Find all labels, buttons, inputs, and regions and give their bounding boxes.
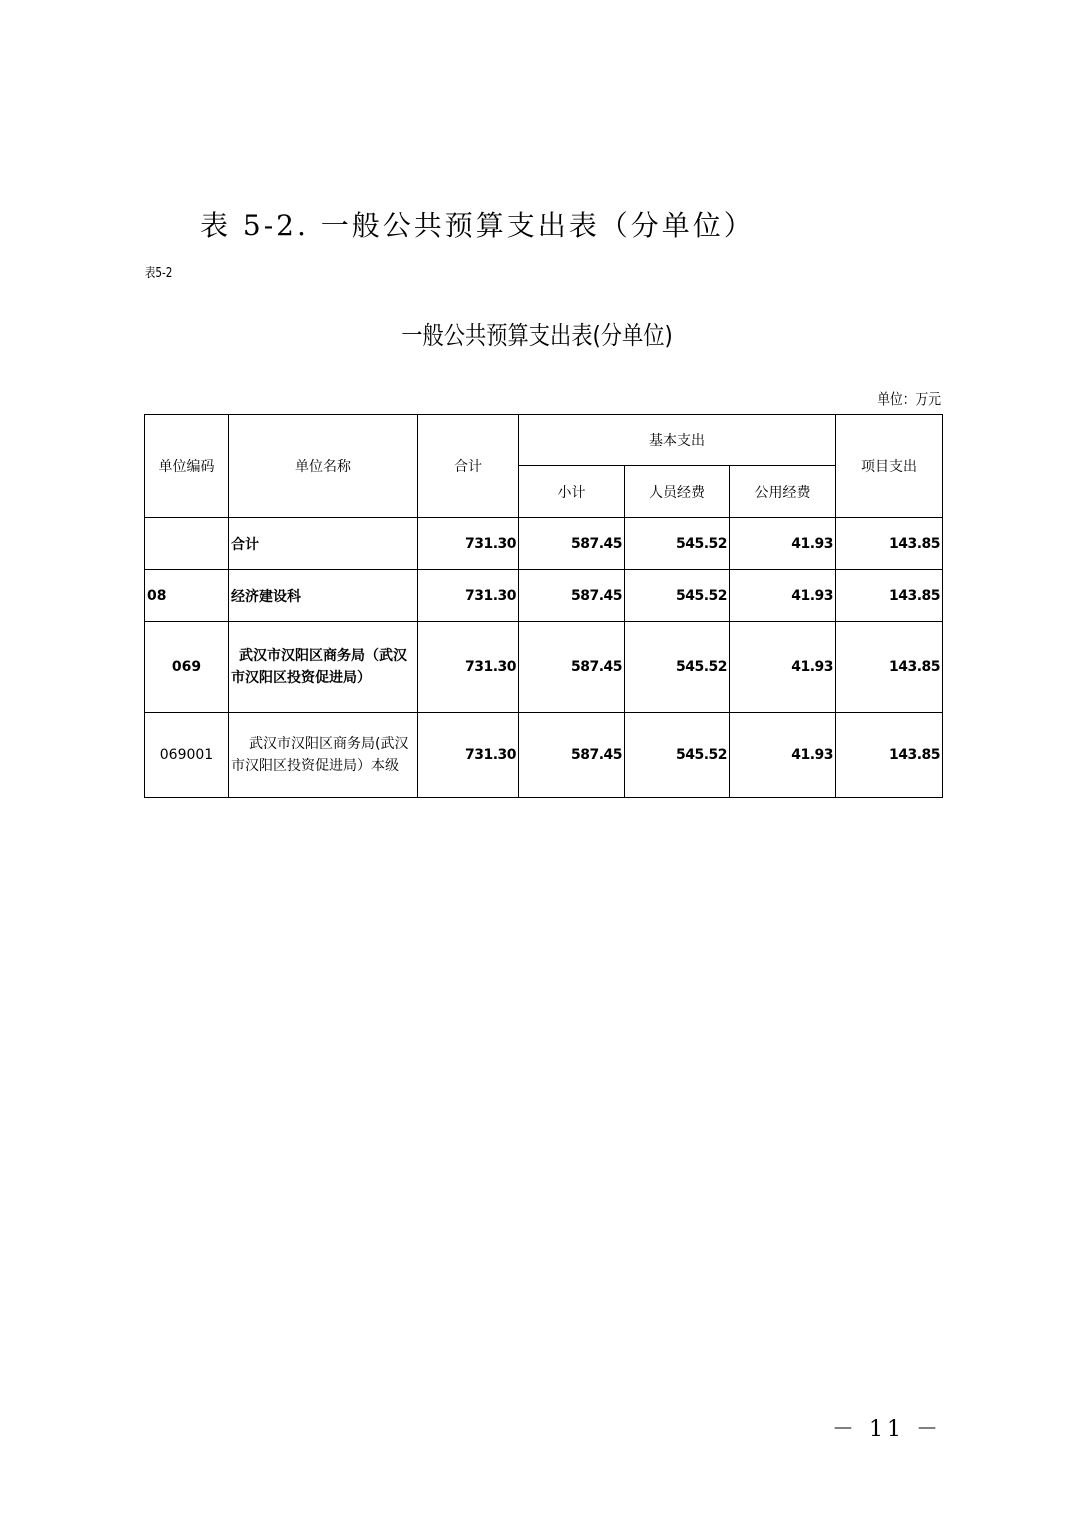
table-row: [145, 713, 943, 798]
header-basic-expenditure: 基本支出: [519, 415, 836, 466]
table-row: [145, 518, 943, 570]
total-cell: 731.30: [418, 518, 519, 570]
unit-name-cell: 合计: [229, 518, 418, 570]
unit-note: 单位：万元: [877, 390, 941, 408]
subtotal-cell: 587.45: [519, 713, 625, 798]
header-personnel: 人员经费: [625, 466, 730, 518]
header-row: [145, 415, 943, 466]
subtotal-cell: 587.45: [519, 518, 625, 570]
header-subtotal: 小计: [519, 466, 625, 518]
header-unit-name: 单位名称: [229, 415, 418, 518]
unit-code-cell: 08: [145, 570, 229, 622]
personnel-cell: 545.52: [625, 713, 730, 798]
public-use-cell: 41.93: [730, 518, 836, 570]
table-row: [145, 622, 943, 713]
public-use-cell: 41.93: [730, 622, 836, 713]
personnel-cell: 545.52: [625, 570, 730, 622]
total-cell: 731.30: [418, 622, 519, 713]
table-row: [145, 570, 943, 622]
public-use-cell: 41.93: [730, 570, 836, 622]
header-unit-code: 单位编码: [145, 415, 229, 518]
personnel-cell: 545.52: [625, 518, 730, 570]
project-cell: 143.85: [836, 622, 943, 713]
unit-code-cell: 069001: [145, 713, 229, 798]
header-total: 合计: [418, 415, 519, 518]
total-cell: 731.30: [418, 570, 519, 622]
table-number: 表5-2: [145, 266, 173, 281]
total-cell: 731.30: [418, 713, 519, 798]
project-cell: 143.85: [836, 570, 943, 622]
header-project-expenditure: 项目支出: [836, 415, 943, 518]
subtotal-cell: 587.45: [519, 570, 625, 622]
table-title: 一般公共预算支出表(分单位): [401, 321, 673, 350]
section-heading: 表 5-2. 一般公共预算支出表（分单位）: [200, 209, 755, 242]
subtotal-cell: 587.45: [519, 622, 625, 713]
page-number: － 11 －: [832, 1417, 942, 1442]
public-use-cell: 41.93: [730, 713, 836, 798]
budget-table: [144, 414, 943, 798]
project-cell: 143.85: [836, 518, 943, 570]
unit-name-cell: 武汉市汉阳区商务局(武汉市汉阳区投资促进局）本级: [229, 713, 418, 798]
unit-code-cell: [145, 518, 229, 570]
header-public-use: 公用经费: [730, 466, 836, 518]
personnel-cell: 545.52: [625, 622, 730, 713]
unit-name-cell: 武汉市汉阳区商务局（武汉市汉阳区投资促进局）: [229, 622, 418, 713]
project-cell: 143.85: [836, 713, 943, 798]
unit-name-cell: 经济建设科: [229, 570, 418, 622]
unit-code-cell: 069: [145, 622, 229, 713]
